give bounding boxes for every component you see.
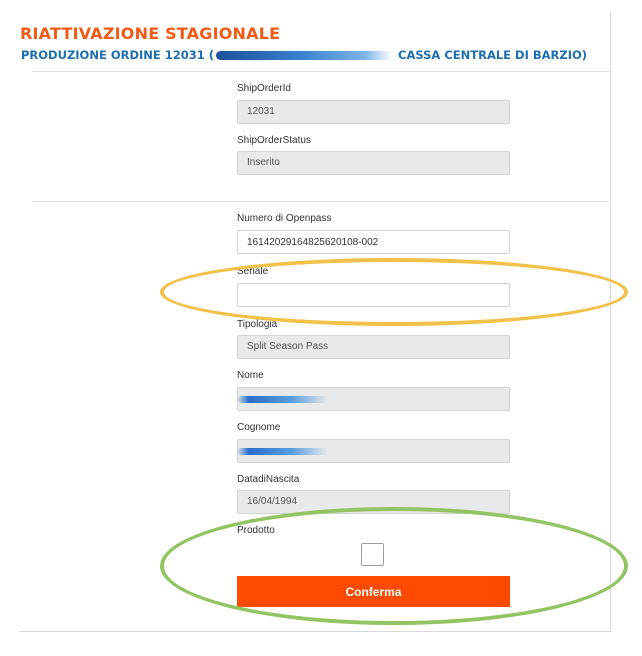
- tipologia-field: Split Season Pass: [237, 335, 510, 359]
- redacted-text: [238, 396, 328, 403]
- ship-order-id-field: 12031: [237, 100, 510, 124]
- redacted-text: [238, 448, 328, 455]
- nascita-field: 16/04/1994: [237, 490, 510, 514]
- cognome-field: [237, 439, 510, 463]
- nome-field: [237, 387, 510, 411]
- page-title: RIATTIVAZIONE STAGIONALE: [20, 24, 281, 43]
- nascita-label: DatadiNascita: [237, 474, 300, 485]
- divider: [32, 71, 610, 72]
- prodotto-label: Prodotto: [237, 525, 275, 536]
- ship-order-status-label: ShipOrderStatus: [237, 135, 311, 146]
- redacted-text: [216, 51, 392, 60]
- ship-order-status-field: Inserito: [237, 151, 510, 175]
- prodotto-checkbox[interactable]: [361, 543, 384, 566]
- subtitle-suffix: CASSA CENTRALE DI BARZIO): [394, 48, 588, 62]
- seriale-input[interactable]: [237, 283, 510, 307]
- ship-order-id-label: ShipOrderId: [237, 83, 291, 94]
- subtitle-prefix: PRODUZIONE ORDINE 12031 (: [21, 48, 215, 62]
- tipologia-label: Tipologia: [237, 319, 278, 330]
- confirm-button[interactable]: Conferma: [237, 576, 510, 607]
- openpass-input[interactable]: [237, 230, 510, 254]
- openpass-label: Numero di Openpass: [237, 213, 332, 224]
- page-subtitle: [21, 48, 591, 62]
- nome-label: Nome: [237, 370, 264, 381]
- divider: [32, 201, 610, 202]
- seriale-label: Seriale: [237, 266, 269, 277]
- cognome-label: Cognome: [237, 422, 281, 433]
